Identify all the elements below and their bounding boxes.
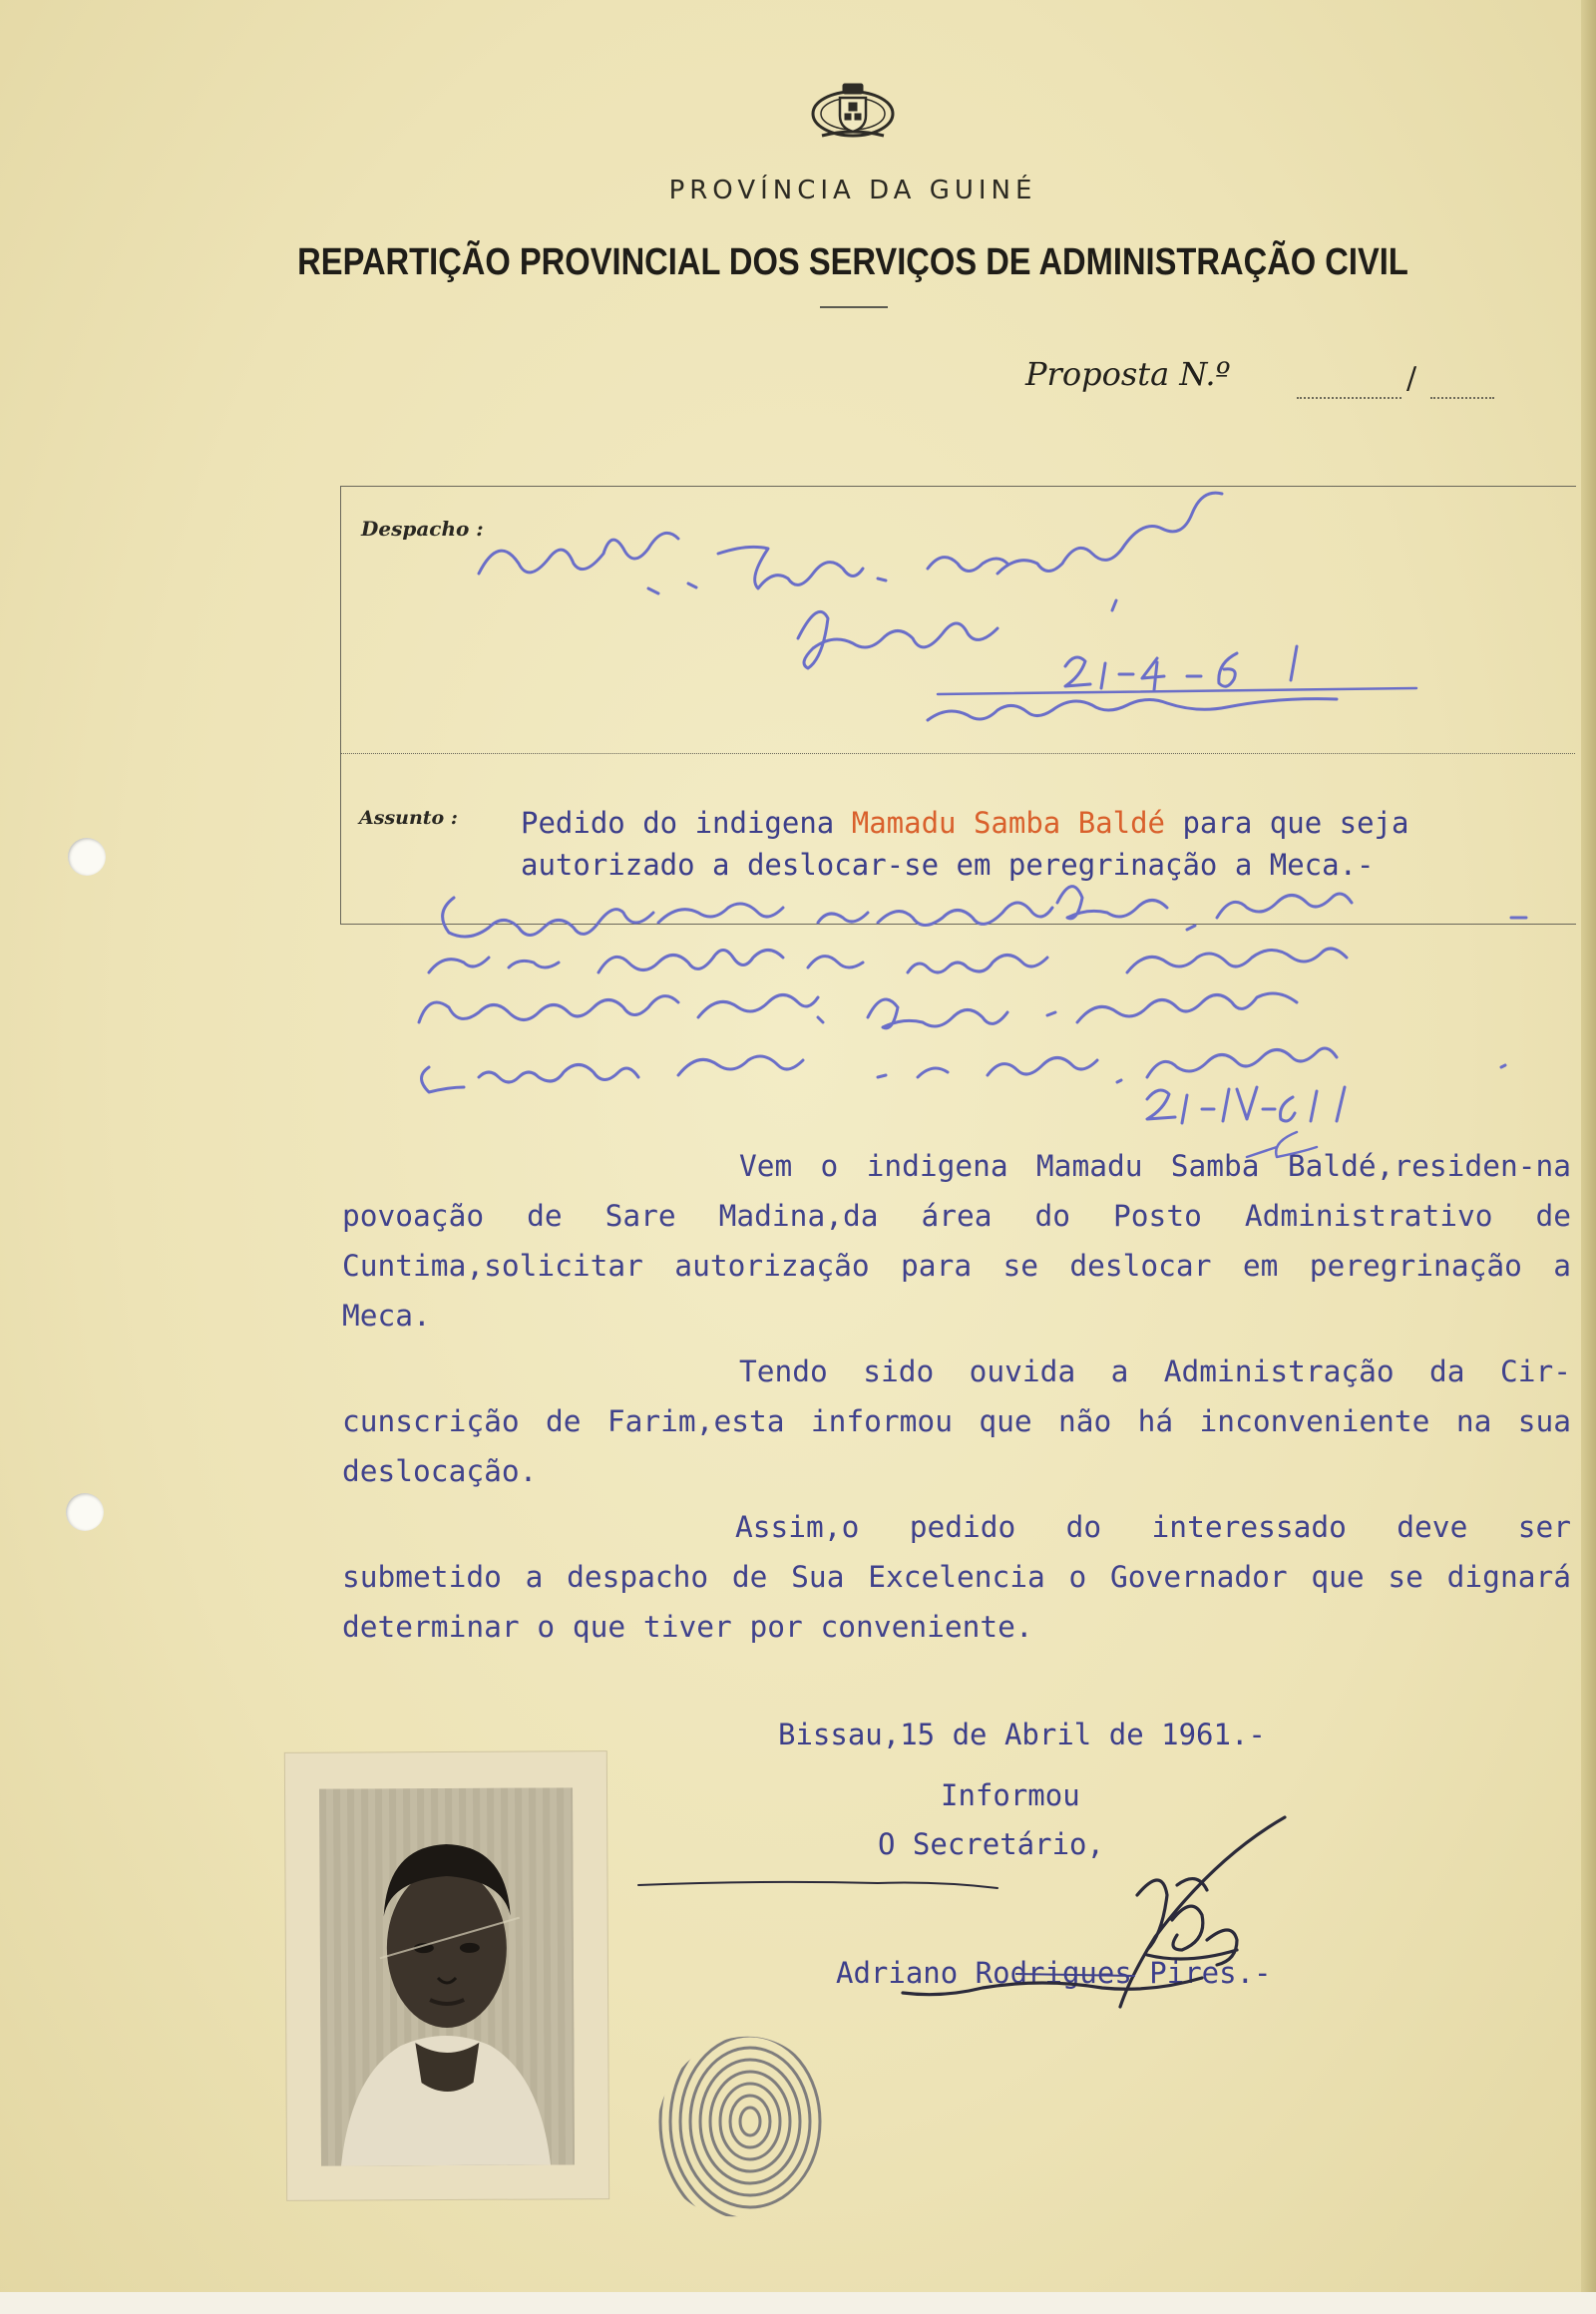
proposta-slash: / bbox=[1406, 361, 1417, 396]
proposta-year-field bbox=[1430, 397, 1494, 399]
place-date: Bissau,15 de Abril de 1961.- bbox=[778, 1718, 1266, 1751]
scan-margin bbox=[0, 2292, 1596, 2314]
assunto-text-start: Pedido do indigena bbox=[521, 806, 852, 840]
applicant-photo bbox=[285, 1751, 608, 2200]
applicant-name: Mamadu Samba Baldé bbox=[851, 806, 1166, 840]
box-divider bbox=[340, 753, 1575, 754]
header-divider bbox=[820, 306, 888, 308]
assunto-label: Assunto : bbox=[359, 807, 458, 829]
province-heading: PROVÍNCIA DA GUINÉ bbox=[668, 176, 1037, 205]
report-body bbox=[342, 1141, 1571, 1658]
despacho-label: Despacho : bbox=[361, 517, 484, 541]
office-heading: REPARTIÇÃO PROVINCIAL DOS SERVIÇOS DE ADMINISTRAÇÃO CIVIL bbox=[297, 241, 1408, 283]
paper-edge bbox=[1581, 0, 1596, 2314]
portrait-image bbox=[319, 1787, 575, 2165]
punch-hole bbox=[66, 1493, 104, 1531]
thumbprint-icon bbox=[640, 2027, 840, 2226]
body-paragraph: Tendo sido ouvida a Administração da Cir-cunscrição de Farim,esta informou que não há inconveniente na sua deslocação. bbox=[342, 1354, 1571, 1488]
coat-of-arms-icon bbox=[810, 78, 896, 144]
assunto-text-end: para que seja autorizado a deslocar-se em peregrinação a Meca.- bbox=[521, 806, 1409, 882]
secretary-name: Adriano Rodrigues Pires.- bbox=[836, 1956, 1272, 1990]
informou-label: Informou bbox=[941, 1778, 1080, 1812]
assunto-text bbox=[521, 802, 1558, 886]
proposta-label: Proposta N.º bbox=[1025, 355, 1231, 393]
body-paragraph: Assim,o pedido do interessado deve ser submetido a despacho de Sua Excelencia o Governador que se dignará determinar o que tiver por conveniente. bbox=[342, 1510, 1571, 1644]
proposta-number-field bbox=[1297, 397, 1401, 399]
secretary-role: O Secretário, bbox=[878, 1827, 1104, 1861]
body-paragraph: Vem o indigena Mamadu Samba Baldé,residen-na povoação de Sare Madina,da área do Posto Administrativo de Cuntima,solicitar autorização para se deslocar em peregrinação a Meca. bbox=[342, 1149, 1571, 1333]
punch-hole bbox=[68, 838, 106, 876]
